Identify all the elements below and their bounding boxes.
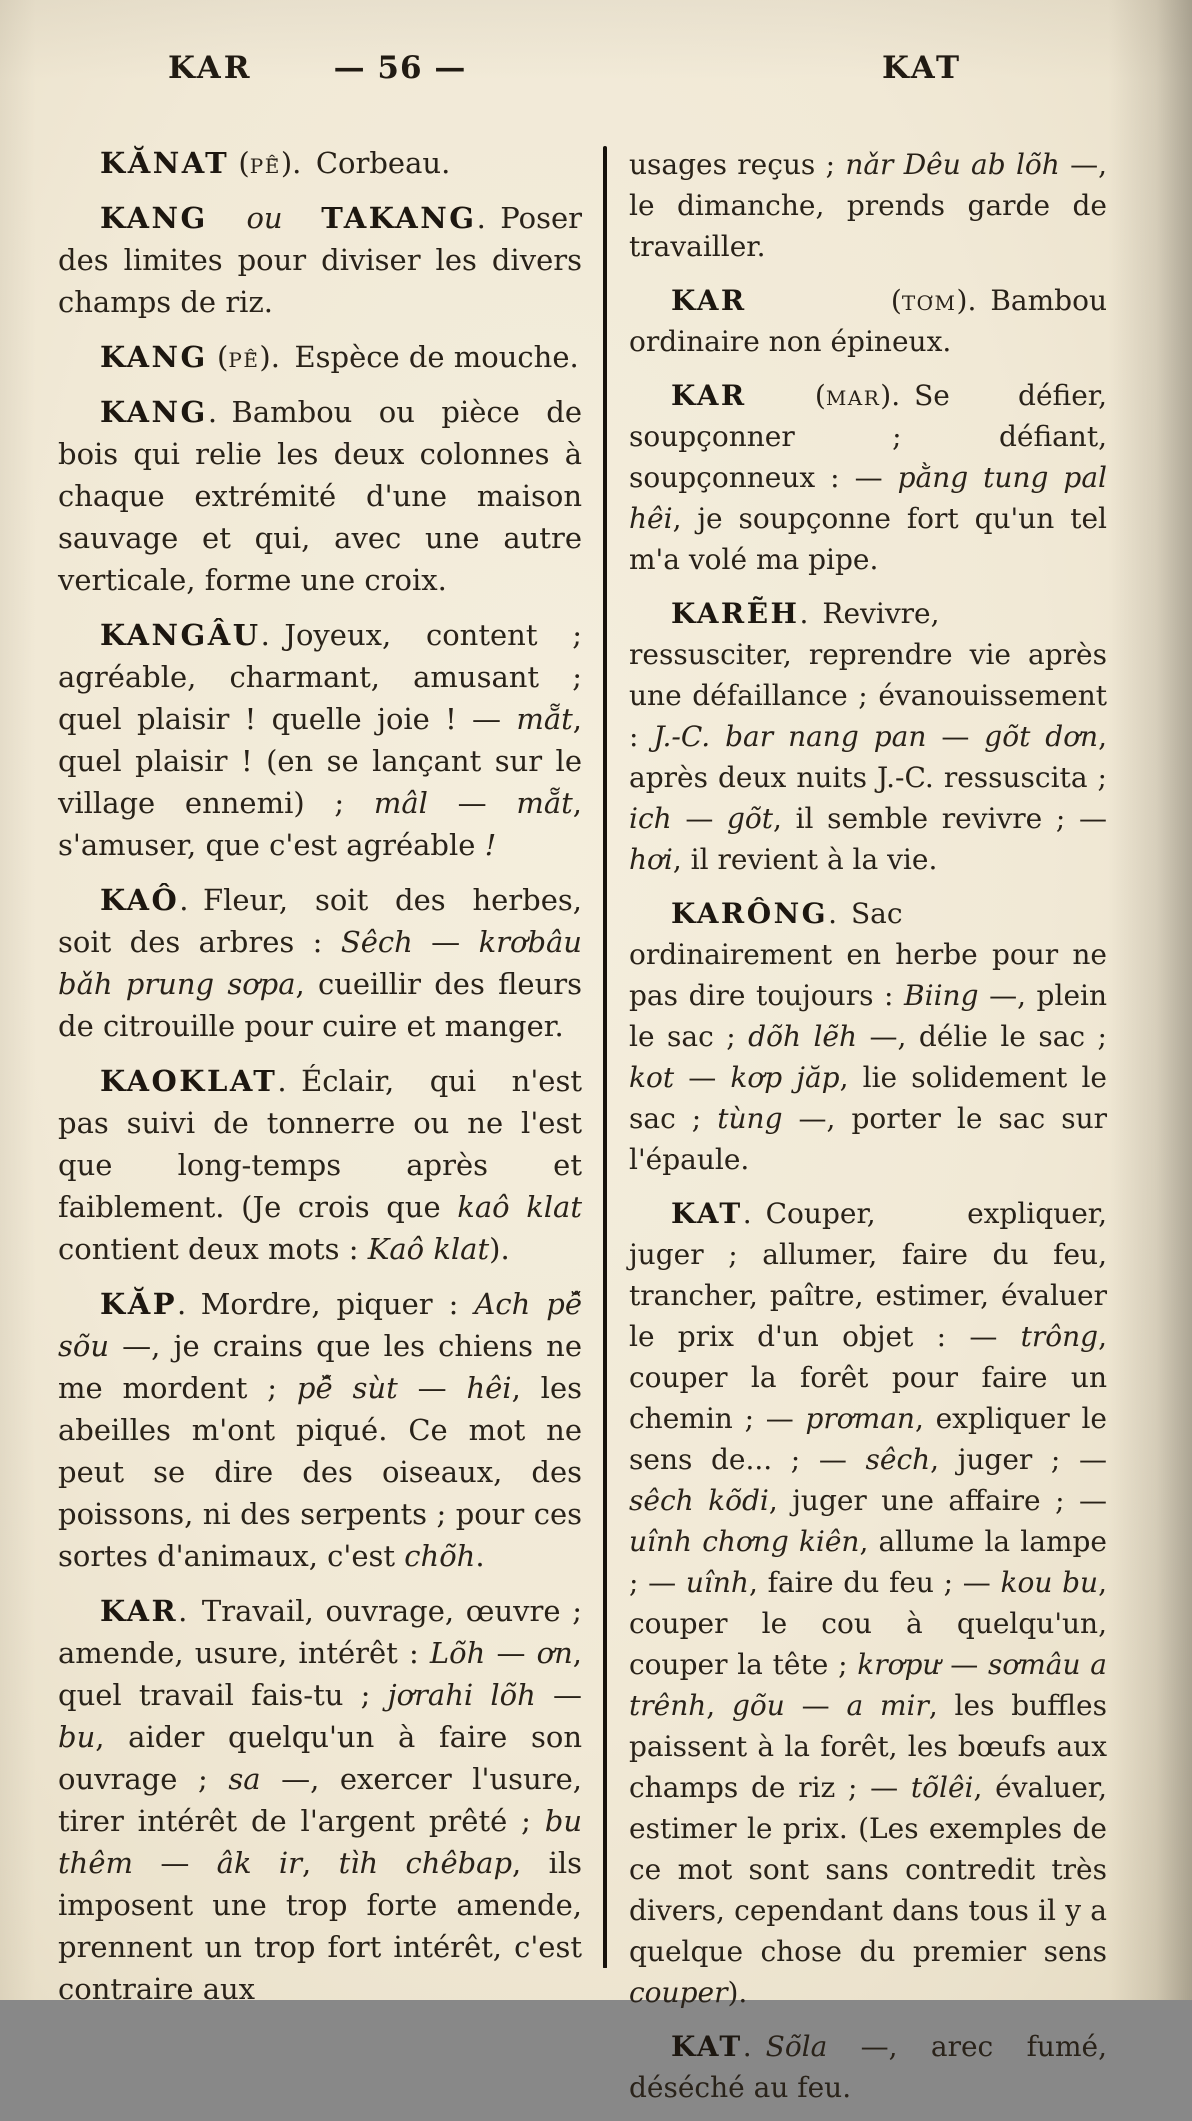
native-term: chõh: [404, 1539, 476, 1573]
definition-text: , quel travail fais-tu ;: [58, 1636, 582, 1712]
native-term: âk ir: [216, 1846, 303, 1880]
native-term: hêi: [466, 1371, 512, 1405]
definition-text: . Revivre, ressusciter, reprendre vie après une défaillance ; évanouissement :: [629, 597, 1107, 753]
native-term: sêch: [865, 1443, 931, 1476]
native-term: J.-C. bar nang pan: [653, 720, 927, 753]
definition-text: , cueillir des fleurs de citrouille pour cuire et manger.: [58, 967, 583, 1043]
definition-text: . Fleur, soit des herbes, soit des arbres :: [58, 883, 582, 959]
native-term: Lõh: [429, 1636, 486, 1670]
definition-text: ).: [727, 1976, 748, 2009]
running-head-right: KAT: [882, 50, 963, 86]
definition-text: —, plein le sac ;: [629, 979, 1107, 1053]
definition-text: —, porter le sac sur l'épaule.: [629, 1102, 1107, 1176]
native-term: ơn: [536, 1636, 573, 1670]
definition-text: , allume la lampe ; —: [629, 1525, 1107, 1599]
definition-text: . Mordre, piquer :: [177, 1287, 475, 1321]
definition-text: ). Espèce de mouche.: [259, 340, 579, 374]
native-term: hơi: [629, 843, 673, 876]
native-term: jơrahi lõh: [387, 1678, 536, 1712]
dictionary-entry: [58, 336, 582, 378]
definition-text: (: [746, 379, 826, 412]
definition-text: , aider quelqu'un à faire son ouvrage ;: [58, 1720, 582, 1796]
headword: KANG: [100, 395, 208, 429]
page-number: — 56 —: [333, 50, 467, 86]
definition-text: [208, 201, 247, 235]
definition-text: —: [412, 925, 479, 959]
native-term: nǎr Dêu ab lõh: [845, 148, 1060, 181]
definition-text: (: [207, 340, 229, 374]
native-term: gõt dơn: [984, 720, 1099, 753]
definition-text: ). Se défier, soupçonner ; défiant, soupçonneux : —: [629, 379, 1107, 494]
native-term: a mir: [846, 1689, 929, 1722]
definition-text: , couper la forêt pour faire un chemin ; —: [629, 1320, 1107, 1435]
native-term: tìh chêbap: [338, 1846, 513, 1880]
definition-text: , lie solidement le sac ;: [629, 1061, 1107, 1135]
definition-text: .: [475, 1539, 485, 1573]
native-term: gõt: [726, 802, 774, 835]
dictionary-entry: [58, 197, 582, 323]
definition-text: . Couper, expliquer, juger ; allumer, faire du feu, trancher, paître, estimer, évaluer le prix d'un objet : —: [629, 1197, 1107, 1353]
definition-text: —: [940, 1648, 989, 1681]
definition-text: , s'amuser, que c'est agréable: [58, 786, 583, 862]
native-term: kơp jăp: [730, 1061, 840, 1094]
native-term: !: [484, 828, 497, 862]
native-term: tùng: [717, 1102, 783, 1135]
dictionary-entry: [629, 1193, 1107, 2013]
dictionary-entry: [629, 593, 1107, 880]
headword: KAOKLAT: [100, 1064, 278, 1098]
definition-text: —: [485, 1636, 537, 1670]
definition-text: —: [926, 720, 985, 753]
dictionary-entry: [58, 614, 582, 866]
definition-text: (: [746, 284, 902, 317]
native-term: mâl: [373, 786, 428, 820]
definition-text: usages reçus ;: [629, 148, 846, 181]
headword: KĂNAT: [100, 146, 230, 180]
dialect-marker: tơm: [901, 284, 957, 317]
definition-text: —: [671, 802, 727, 835]
headword: KAR: [671, 284, 747, 317]
dictionary-entry: [629, 375, 1107, 580]
definition-text: , couper le cou à quelqu'un, couper la tête ;: [629, 1566, 1107, 1681]
definition-text: ). Corbeau.: [280, 146, 451, 180]
native-term: kou bu: [1000, 1566, 1099, 1599]
definition-text: , ils imposent une trop forte amende, prennent un trop fort intérêt, c'est contraire aux: [58, 1846, 583, 2006]
definition-text: —, exercer l'usure, tirer intérêt de l'argent prêté ;: [58, 1762, 582, 1838]
dialect-marker: pê̆: [228, 340, 260, 374]
definition-text: —, délie le sac ;: [857, 1020, 1107, 1053]
headword: KAR: [671, 379, 747, 412]
native-term: kot: [629, 1061, 675, 1094]
headword: KAÔ: [100, 883, 180, 917]
definition-text: . Poser des limites pour diviser les divers champs de riz.: [58, 201, 583, 319]
definition-text: , il revient à la vie.: [672, 843, 938, 876]
definition-text: , il semble revivre ; —: [773, 802, 1107, 835]
headword: KARẼH: [671, 597, 800, 630]
definition-text: ,: [706, 1689, 732, 1722]
native-term: sơmâu a trênh: [629, 1648, 1107, 1722]
definition-text: . Joyeux, content ; agréable, charmant, amusant ; quel plaisir ! quelle joie ! —: [58, 618, 582, 736]
native-term: uînh chơng kiên: [629, 1525, 860, 1558]
native-term: uînh: [685, 1566, 749, 1599]
definition-text: —: [784, 1689, 847, 1722]
dialect-marker: pê̆: [249, 146, 281, 180]
native-term: Sêch: [340, 925, 413, 959]
native-term: Biing: [904, 979, 979, 1012]
dictionary-entry: [58, 1590, 582, 2010]
native-term: gõu: [732, 1689, 785, 1722]
definition-text: —: [674, 1061, 731, 1094]
dialect-marker: mar: [825, 379, 881, 412]
definition-text: , je soupçonne fort qu'un tel m'a volé ma pipe.: [629, 502, 1107, 576]
column-divider: [603, 146, 607, 1968]
native-term: krơpư: [857, 1648, 941, 1681]
dictionary-entry: [629, 893, 1107, 1180]
definition-text: [283, 201, 322, 235]
native-term: Kaô klat: [367, 1232, 490, 1266]
native-term: Ach pê̆ sõu: [58, 1287, 583, 1363]
definition-text: .: [742, 2030, 766, 2063]
definition-text: —: [427, 786, 517, 820]
dictionary-entry: [58, 1060, 582, 1270]
native-term: sa: [228, 1762, 261, 1796]
native-term: krơbâu bǎh prung sơpa: [58, 925, 582, 1001]
definition-text: , les buffles paissent à la forêt, les bœufs aux champs de riz ; —: [629, 1689, 1107, 1804]
definition-text: , faire du feu ; —: [748, 1566, 1001, 1599]
headword: KARÔNG: [671, 897, 829, 930]
headword: KANGÂU: [100, 618, 261, 652]
dictionary-entry: [58, 879, 582, 1047]
native-term: couper: [629, 1976, 728, 2009]
running-head-left: KAR: [168, 50, 253, 86]
native-term: ich: [629, 802, 672, 835]
native-term: mẵt: [516, 702, 573, 736]
headword: KANG: [100, 340, 208, 374]
definition-text: —: [535, 1678, 583, 1712]
native-term: mẵt: [516, 786, 573, 820]
definition-text: ).: [489, 1232, 510, 1266]
definition-text: , évaluer, estimer le prix. (Les exemples de ce mot sont sans contredit très divers, cependant dans tous il y a quelque chose du premier sens: [629, 1771, 1107, 1968]
definition-text: , juger ; —: [930, 1443, 1107, 1476]
definition-text: —, je crains que les chiens ne me mordent ;: [58, 1329, 582, 1405]
native-term: prơman: [805, 1402, 915, 1435]
headword: TAKANG: [321, 201, 477, 235]
dictionary-entry: [629, 144, 1107, 267]
native-term: ou: [246, 201, 283, 235]
dictionary-entry: [58, 142, 582, 184]
dictionary-entry: [58, 391, 582, 601]
definition-text: , expliquer le sens de... ; —: [629, 1402, 1107, 1476]
headword: KANG: [100, 201, 208, 235]
definition-text: . Bambou ou pièce de bois qui relie les deux colonnes à chaque extrémité d'une maison sauvage et qui, avec une autre verticale, forme une croix.: [58, 395, 582, 597]
definition-text: ). Bambou ordinaire non épineux.: [629, 284, 1107, 358]
native-term: trông: [1020, 1320, 1099, 1353]
headword: KAT: [671, 2030, 743, 2063]
headword: KĂP: [100, 1287, 178, 1321]
definition-text: . Sac ordinairement en herbe pour ne pas dire toujours :: [629, 897, 1107, 1012]
headword: KAT: [671, 1197, 743, 1230]
definition-text: , les abeilles m'ont piqué. Ce mot ne peut se dire des oiseaux, des poissons, ni des serpents ; pour ces sortes d'animaux, c'est: [58, 1371, 582, 1573]
native-term: pê̆ sùt: [296, 1371, 398, 1405]
native-term: bu: [58, 1720, 96, 1754]
definition-text: —: [397, 1371, 467, 1405]
dictionary-entry: [629, 2026, 1107, 2108]
right-column: [629, 144, 1107, 2121]
definition-text: , après deux nuits J.-C. ressuscita ;: [629, 720, 1107, 794]
definition-text: —, le dimanche, prends garde de travailler.: [629, 148, 1108, 263]
left-column: [58, 142, 582, 2023]
definition-text: —, arec fumé, déséché au feu.: [629, 2030, 1107, 2104]
definition-text: . Travail, ouvrage, œuvre ; amende, usure, intérêt :: [58, 1594, 582, 1670]
definition-text: (: [229, 146, 250, 180]
definition-text: . Éclair, qui n'est pas suivi de tonnerre ou ne l'est que long-temps après et faiblement. (Je crois que: [58, 1064, 582, 1224]
native-term: dõh lẽh: [748, 1020, 858, 1053]
native-term: Sõla: [765, 2030, 828, 2063]
definition-text: contient deux mots :: [58, 1232, 368, 1266]
definition-text: , quel plaisir ! (en se lançant sur le village ennemi) ;: [58, 702, 582, 820]
definition-text: —: [133, 1846, 217, 1880]
definition-text: , juger une affaire ; —: [768, 1484, 1107, 1517]
native-term: sêch kõdi: [629, 1484, 769, 1517]
native-term: bu thêm: [58, 1804, 582, 1880]
native-term: kaô klat: [457, 1190, 582, 1224]
headword: KAR: [100, 1594, 179, 1628]
dictionary-entry: [58, 1283, 582, 1577]
definition-text: ,: [302, 1846, 339, 1880]
dictionary-entry: [629, 280, 1107, 362]
native-term: pằng tung pal hêi: [629, 461, 1107, 535]
native-term: tõlêi: [910, 1771, 974, 1804]
